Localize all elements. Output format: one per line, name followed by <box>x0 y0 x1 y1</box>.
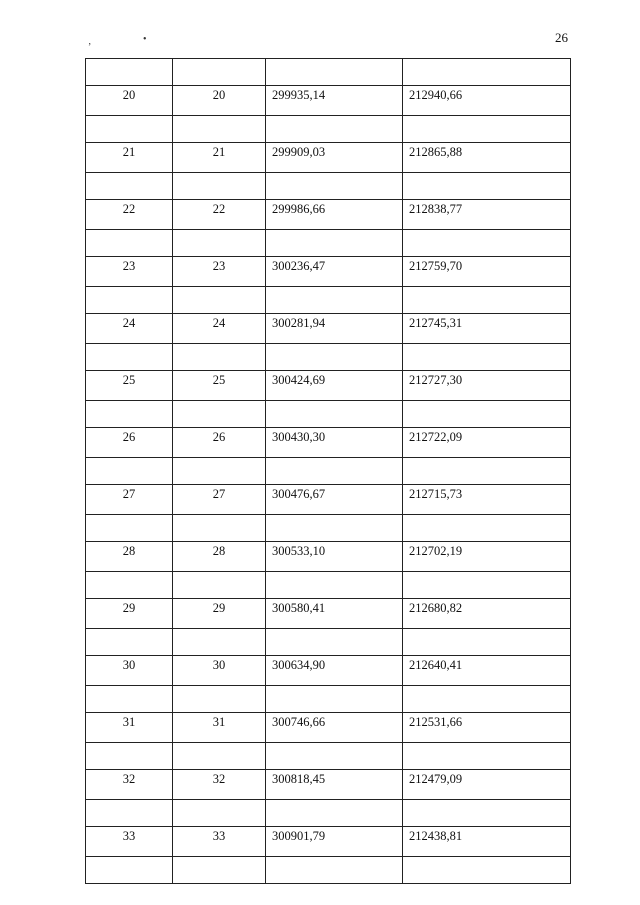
table-empty-cell <box>266 800 403 827</box>
table-spacer-row <box>86 287 571 314</box>
scan-mark: ‚ <box>88 36 92 47</box>
y-coordinate-cell: 212715,73 <box>403 485 571 515</box>
x-coordinate-cell: 299935,14 <box>266 86 403 116</box>
table-empty-cell <box>266 572 403 599</box>
table-empty-cell <box>173 629 266 656</box>
y-coordinate-cell: 212759,70 <box>403 257 571 287</box>
x-coordinate-cell: 300424,69 <box>266 371 403 401</box>
number-cell: 30 <box>173 656 266 686</box>
x-coordinate-cell: 300818,45 <box>266 770 403 800</box>
table-empty-cell <box>86 857 173 884</box>
y-coordinate-cell: 212702,19 <box>403 542 571 572</box>
table-empty-cell <box>173 344 266 371</box>
point-cell: 33 <box>86 827 173 857</box>
x-coordinate-cell: 300236,47 <box>266 257 403 287</box>
table-empty-cell <box>266 116 403 143</box>
table-spacer-row <box>86 230 571 257</box>
x-coordinate-cell: 300580,41 <box>266 599 403 629</box>
table-row <box>86 713 571 743</box>
number-cell: 33 <box>173 827 266 857</box>
table-empty-cell <box>266 458 403 485</box>
table-empty-cell <box>403 287 571 314</box>
scan-mark: • <box>143 34 147 45</box>
table-spacer-row <box>86 116 571 143</box>
y-coordinate-cell: 212722,09 <box>403 428 571 458</box>
number-cell: 23 <box>173 257 266 287</box>
table-empty-cell <box>173 857 266 884</box>
table-empty-cell <box>86 572 173 599</box>
table-empty-cell <box>266 401 403 428</box>
point-cell: 20 <box>86 86 173 116</box>
table-spacer-row <box>86 629 571 656</box>
table-empty-cell <box>173 515 266 542</box>
point-cell: 28 <box>86 542 173 572</box>
table-empty-cell <box>403 743 571 770</box>
table-empty-cell <box>173 572 266 599</box>
table-row <box>86 257 571 287</box>
table-empty-cell <box>403 515 571 542</box>
point-cell: 31 <box>86 713 173 743</box>
table-empty-cell <box>86 743 173 770</box>
number-cell: 24 <box>173 314 266 344</box>
table-row <box>86 143 571 173</box>
table-empty-cell <box>86 230 173 257</box>
table-empty-cell <box>86 458 173 485</box>
table-empty-cell <box>173 287 266 314</box>
number-cell: 21 <box>173 143 266 173</box>
table-header-cell <box>173 59 266 86</box>
number-cell: 31 <box>173 713 266 743</box>
point-cell: 24 <box>86 314 173 344</box>
table-empty-cell <box>266 173 403 200</box>
table-row <box>86 485 571 515</box>
table-empty-cell <box>173 173 266 200</box>
table-empty-cell <box>403 572 571 599</box>
table-empty-cell <box>266 344 403 371</box>
table-empty-cell <box>403 800 571 827</box>
table-header-cell <box>266 59 403 86</box>
table-empty-cell <box>266 743 403 770</box>
table-row <box>86 599 571 629</box>
table-empty-cell <box>403 401 571 428</box>
x-coordinate-cell: 299909,03 <box>266 143 403 173</box>
table-empty-cell <box>266 287 403 314</box>
table-empty-cell <box>86 287 173 314</box>
point-cell: 30 <box>86 656 173 686</box>
point-cell: 25 <box>86 371 173 401</box>
number-cell: 32 <box>173 770 266 800</box>
table-empty-cell <box>403 116 571 143</box>
table-empty-cell <box>86 116 173 143</box>
table-empty-cell <box>403 686 571 713</box>
table-empty-cell <box>173 458 266 485</box>
y-coordinate-cell: 212865,88 <box>403 143 571 173</box>
coordinates-table-body <box>86 59 571 884</box>
table-spacer-row <box>86 515 571 542</box>
point-cell: 22 <box>86 200 173 230</box>
x-coordinate-cell: 299986,66 <box>266 200 403 230</box>
table-empty-cell <box>86 515 173 542</box>
point-cell: 29 <box>86 599 173 629</box>
table-empty-cell <box>173 116 266 143</box>
table-empty-cell <box>403 230 571 257</box>
table-spacer-row <box>86 800 571 827</box>
x-coordinate-cell: 300281,94 <box>266 314 403 344</box>
point-cell: 26 <box>86 428 173 458</box>
table-empty-cell <box>173 401 266 428</box>
point-cell: 21 <box>86 143 173 173</box>
x-coordinate-cell: 300634,90 <box>266 656 403 686</box>
number-cell: 22 <box>173 200 266 230</box>
table-row <box>86 827 571 857</box>
table-row <box>86 428 571 458</box>
table-row <box>86 200 571 230</box>
x-coordinate-cell: 300430,30 <box>266 428 403 458</box>
table-spacer-row <box>86 173 571 200</box>
y-coordinate-cell: 212640,41 <box>403 656 571 686</box>
table-header-row <box>86 59 571 86</box>
table-empty-cell <box>86 173 173 200</box>
y-coordinate-cell: 212838,77 <box>403 200 571 230</box>
table-empty-cell <box>403 857 571 884</box>
table-row <box>86 770 571 800</box>
table-row <box>86 371 571 401</box>
number-cell: 25 <box>173 371 266 401</box>
table-empty-cell <box>403 173 571 200</box>
table-empty-cell <box>173 800 266 827</box>
x-coordinate-cell: 300901,79 <box>266 827 403 857</box>
y-coordinate-cell: 212727,30 <box>403 371 571 401</box>
table-spacer-row <box>86 572 571 599</box>
point-cell: 32 <box>86 770 173 800</box>
y-coordinate-cell: 212940,66 <box>403 86 571 116</box>
table-header-cell <box>86 59 173 86</box>
y-coordinate-cell: 212438,81 <box>403 827 571 857</box>
y-coordinate-cell: 212479,09 <box>403 770 571 800</box>
table-empty-cell <box>403 344 571 371</box>
table-empty-cell <box>266 230 403 257</box>
x-coordinate-cell: 300533,10 <box>266 542 403 572</box>
table-empty-cell <box>86 800 173 827</box>
table-empty-cell <box>266 686 403 713</box>
y-coordinate-cell: 212680,82 <box>403 599 571 629</box>
table-header-cell <box>403 59 571 86</box>
point-cell: 23 <box>86 257 173 287</box>
number-cell: 27 <box>173 485 266 515</box>
table-spacer-row <box>86 401 571 428</box>
table-empty-cell <box>86 344 173 371</box>
table-spacer-row <box>86 458 571 485</box>
number-cell: 26 <box>173 428 266 458</box>
number-cell: 20 <box>173 86 266 116</box>
number-cell: 28 <box>173 542 266 572</box>
table-row <box>86 656 571 686</box>
number-cell: 29 <box>173 599 266 629</box>
table-empty-cell <box>173 743 266 770</box>
table-empty-cell <box>266 629 403 656</box>
table-empty-cell <box>86 629 173 656</box>
table-empty-cell <box>86 686 173 713</box>
table-row <box>86 86 571 116</box>
table-row <box>86 314 571 344</box>
table-empty-cell <box>266 515 403 542</box>
table-empty-cell <box>86 401 173 428</box>
table-empty-cell <box>173 230 266 257</box>
coordinates-table <box>85 58 571 884</box>
table-empty-cell <box>173 686 266 713</box>
table-spacer-row <box>86 743 571 770</box>
page-number: 26 <box>555 30 568 45</box>
table-spacer-row <box>86 686 571 713</box>
table-empty-cell <box>266 857 403 884</box>
y-coordinate-cell: 212745,31 <box>403 314 571 344</box>
table-spacer-row <box>86 857 571 884</box>
table-spacer-row <box>86 344 571 371</box>
x-coordinate-cell: 300476,67 <box>266 485 403 515</box>
point-cell: 27 <box>86 485 173 515</box>
table-row <box>86 542 571 572</box>
table-empty-cell <box>403 629 571 656</box>
x-coordinate-cell: 300746,66 <box>266 713 403 743</box>
y-coordinate-cell: 212531,66 <box>403 713 571 743</box>
table-empty-cell <box>403 458 571 485</box>
